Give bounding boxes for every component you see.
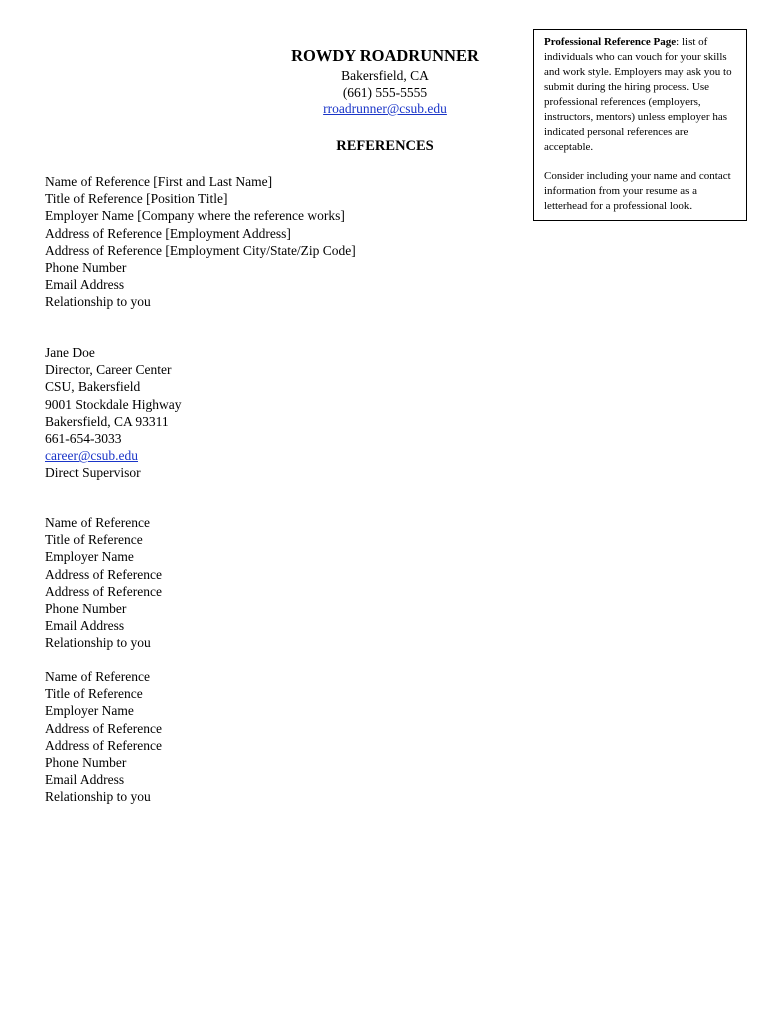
tips-paragraph-2: Consider including your name and contact information from your resume as a letterhead for a professional look.	[544, 170, 731, 212]
placeholder1-name: Name of Reference	[45, 515, 150, 530]
placeholder2-phone: Phone Number	[45, 755, 127, 771]
template-address-line-1: Address of Reference [Employment Address]	[45, 225, 291, 241]
tips-paragraph-1	[544, 35, 740, 155]
template-email-line: Email Address	[45, 277, 125, 293]
example-relationship: Direct Supervisor	[45, 465, 141, 481]
placeholder2-title: Title of Reference	[45, 686, 143, 702]
template-employer-line: Employer Name [Company where the reference works]	[45, 208, 345, 224]
example-email-link[interactable]: career@csub.edu	[45, 448, 139, 464]
template-phone-line: Phone Number	[45, 260, 127, 276]
applicant-city: Bakersfield, CA	[341, 68, 429, 83]
placeholder1-email: Email Address	[45, 618, 125, 634]
placeholder1-relationship: Relationship to you	[45, 635, 151, 651]
example-address-2: Bakersfield, CA 93311	[45, 413, 169, 429]
placeholder1-title: Title of Reference	[45, 532, 143, 548]
placeholder2-address-1: Address of Reference	[45, 720, 162, 736]
references-heading: REFERENCES	[336, 138, 434, 154]
applicant-email-line	[270, 101, 500, 118]
tips-paragraph-1-text: : list of individuals who can vouch for your skills and work style. Employers may ask you to submit during the hiring process. Use professional references (employers, instructors, mentors) unless employer has indicated personal references are acceptable.	[544, 36, 732, 153]
reference-example-block	[45, 344, 465, 482]
reference-placeholder-block-2	[45, 668, 465, 806]
placeholder1-employer: Employer Name	[45, 549, 134, 565]
reference-placeholder-block-1	[45, 514, 465, 652]
applicant-phone: (661) 555-5555	[342, 84, 428, 100]
example-name: Jane Doe	[45, 345, 95, 360]
tips-lead-label: Professional Reference Page	[544, 36, 677, 48]
reference-template-block	[45, 173, 465, 311]
applicant-name: ROWDY ROADRUNNER	[291, 46, 479, 65]
example-address-1: 9001 Stockdale Highway	[45, 396, 182, 412]
placeholder1-address-2: Address of Reference	[45, 583, 162, 599]
placeholder2-email: Email Address	[45, 772, 125, 788]
reference-tips-box	[533, 29, 747, 221]
example-email-line	[45, 447, 465, 464]
placeholder1-address-1: Address of Reference	[45, 566, 162, 582]
example-title: Director, Career Center	[45, 362, 172, 378]
template-relationship-line: Relationship to you	[45, 294, 151, 310]
letterhead	[270, 46, 500, 118]
template-title-line: Title of Reference [Position Title]	[45, 191, 228, 207]
placeholder2-employer: Employer Name	[45, 703, 134, 719]
placeholder1-phone: Phone Number	[45, 601, 127, 617]
template-address-line-2: Address of Reference [Employment City/State/Zip Code]	[45, 242, 356, 258]
example-employer: CSU, Bakersfield	[45, 379, 141, 395]
placeholder2-relationship: Relationship to you	[45, 789, 151, 805]
template-name-line: Name of Reference [First and Last Name]	[45, 174, 273, 189]
applicant-email-link[interactable]: rroadrunner@csub.edu	[323, 101, 447, 116]
placeholder2-address-2: Address of Reference	[45, 737, 162, 753]
placeholder2-name: Name of Reference	[45, 669, 150, 684]
example-phone: 661-654-3033	[45, 431, 122, 447]
